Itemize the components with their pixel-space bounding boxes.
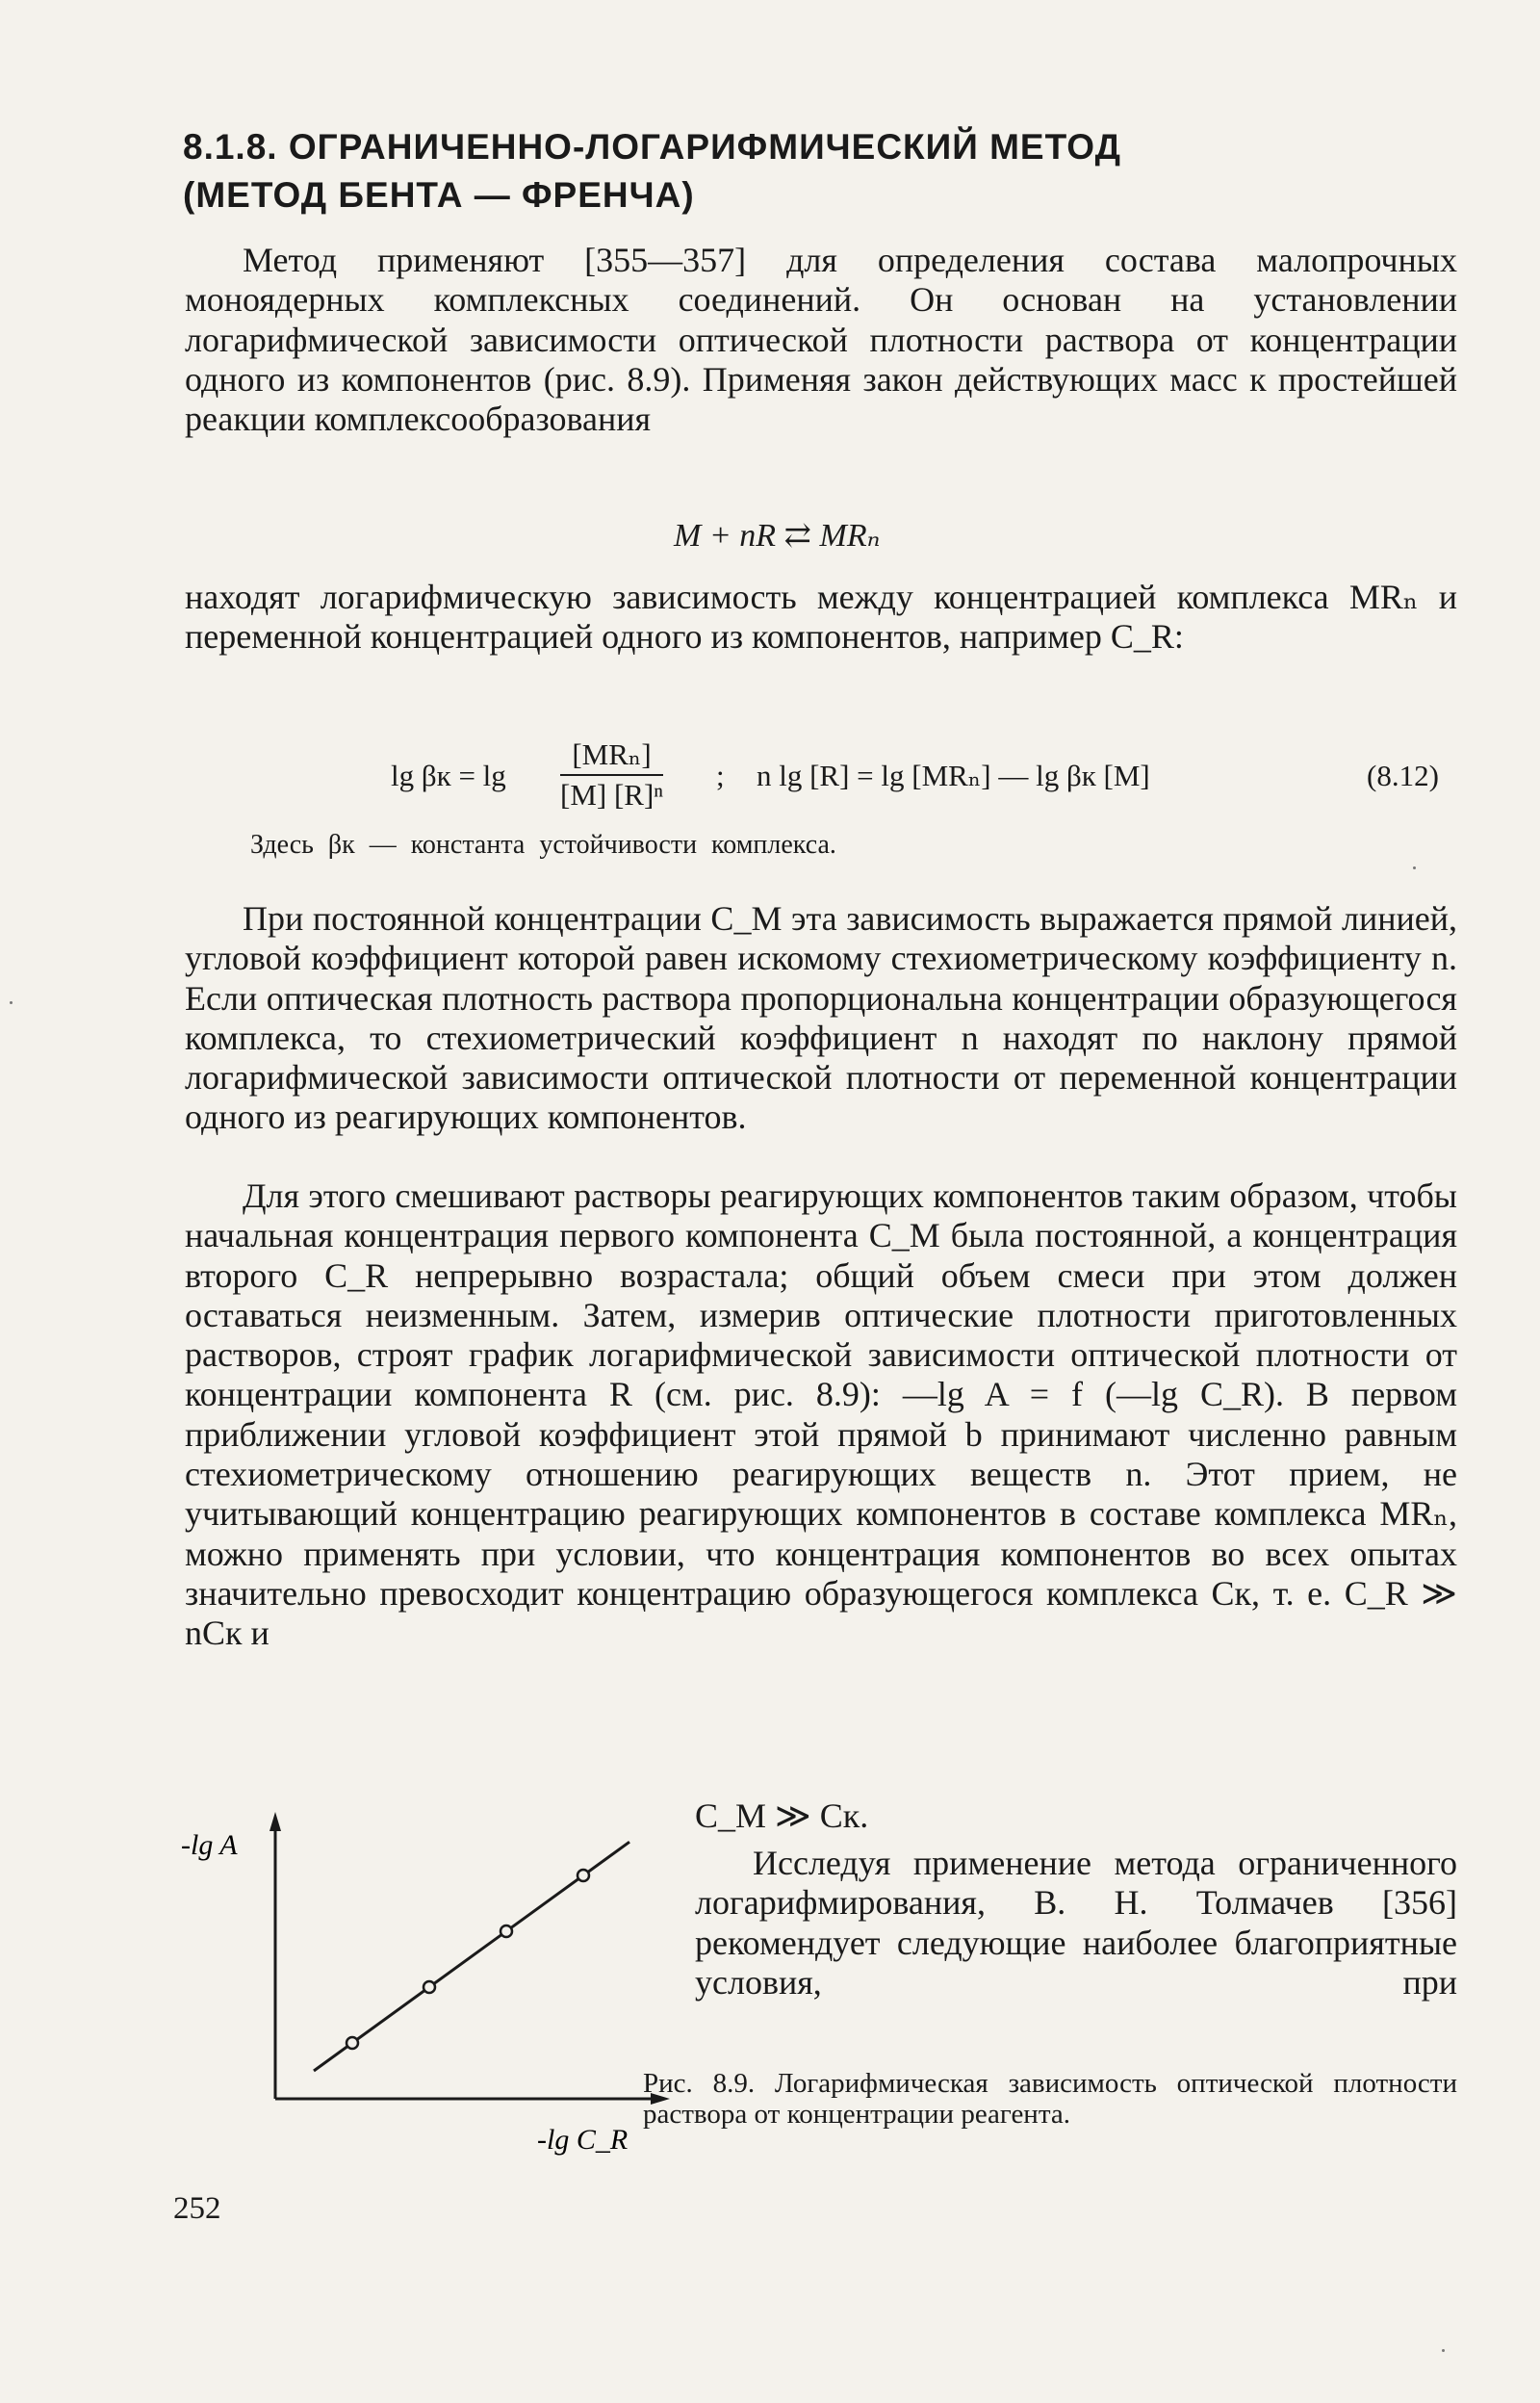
equation-fraction	[560, 737, 663, 813]
note-text: Здесь βк — константа устойчивости комплекса.	[250, 830, 836, 860]
equation-8-12	[385, 724, 1463, 830]
figure-caption: Рис. 8.9. Логарифмическая зависимость оптической плотности раствора от концентрации реагента.	[643, 2068, 1457, 2130]
after-reaction-paragraph: находят логарифмическую зависимость между концентрацией комплекса MRₙ и переменной концентрацией одного из компонентов, например C_R:	[185, 578, 1457, 657]
section-heading-line-2: (МЕТОД БЕНТА — ФРЕНЧА)	[183, 175, 695, 215]
equation-numerator: [MRₙ]	[560, 737, 663, 776]
intro-paragraph: Метод применяют [355—357] для определения состава малопрочных моноядерных комплексных соединений. Он основан на установлении логарифмической зависимости оптической плотности раствора от концентрации одного из компонентов (рис. 8.9). Применяя закон действующих масс к простейшей реакции комплексообразования	[185, 241, 1457, 439]
equation-separator: ;	[716, 759, 725, 792]
scan-speck	[1442, 2349, 1445, 2352]
paragraph-2: При постоянной концентрации C_M эта зависимость выражается прямой линией, угловой коэффициент которой равен искомому стехиометрическому коэффициенту n. Если оптическая плотность раствора пропорциональна концентрации образующегося комплекса, то стехиометрический коэффициент n находят по наклону прямой логарифмической зависимости оптической плотности от переменной концентрации одного из реагирующих компонентов.	[185, 899, 1457, 1137]
reaction-right: MRₙ	[819, 518, 881, 554]
equation-second: n lg [R] = lg [MRₙ] — lg βк [M]	[757, 759, 1150, 792]
paragraph-3-tail: C_M ≫ Cк.	[695, 1796, 869, 1835]
equation-lhs: lg βк = lg	[391, 759, 506, 792]
log-plot	[179, 1810, 680, 2166]
scan-speck	[10, 1001, 13, 1004]
figure-8-9	[179, 1810, 680, 2171]
paragraph-3: Для этого смешивают растворы реагирующих компонентов таким образом, чтобы начальная концентрация первого компонента C_M была постоянной, а концентрация второго C_R непрерывно возрастала; общий объем смеси при этом должен оставаться неизменным. Затем, измерив оптические плотности приготовленных растворов, строят график логарифмической зависимости оптической плотности от концентрации компонента R (см. рис. 8.9): —lg A = f (—lg C_R). В первом приближении угловой коэффициент этой прямой b принимают численно равным стехиометрическому отношению реагирующих веществ n. Этот прием, не учитывающий концентрацию реагирующих компонентов в составе комплекса MRₙ, можно применять при условии, что концентрация компонентов во всех опытах значительно превосходит концентрацию образующегося комплекса Cк, т. е. C_R ≫ nCк и	[185, 1176, 1457, 1653]
paragraph-4: Исследуя применение метода ограниченного логарифмирования, В. Н. Толмачев [356] рекомендует следующие наиболее благоприятные условия, при	[695, 1844, 1457, 2002]
equation-number: (8.12)	[1367, 759, 1439, 792]
data-point	[578, 1870, 589, 1881]
section-heading-line-1: 8.1.8. ОГРАНИЧЕННО-ЛОГАРИФМИЧЕСКИЙ МЕТОД	[183, 127, 1121, 167]
reaction-equation	[674, 516, 880, 555]
y-axis-label: -lg A	[181, 1829, 238, 1861]
page-number: 252	[173, 2191, 221, 2226]
data-point	[424, 1981, 435, 1993]
reaction-left: M + nR	[674, 518, 777, 554]
section-heading	[183, 123, 1299, 220]
data-point	[500, 1925, 512, 1937]
x-axis-label: -lg C_R	[537, 2124, 629, 2156]
equilibrium-arrow-icon: ⇄	[783, 518, 812, 554]
equation-denominator: [M] [R]ⁿ	[560, 778, 664, 812]
y-axis-arrow-icon	[270, 1812, 281, 1831]
scan-speck	[1413, 866, 1416, 869]
data-point	[346, 2037, 358, 2049]
